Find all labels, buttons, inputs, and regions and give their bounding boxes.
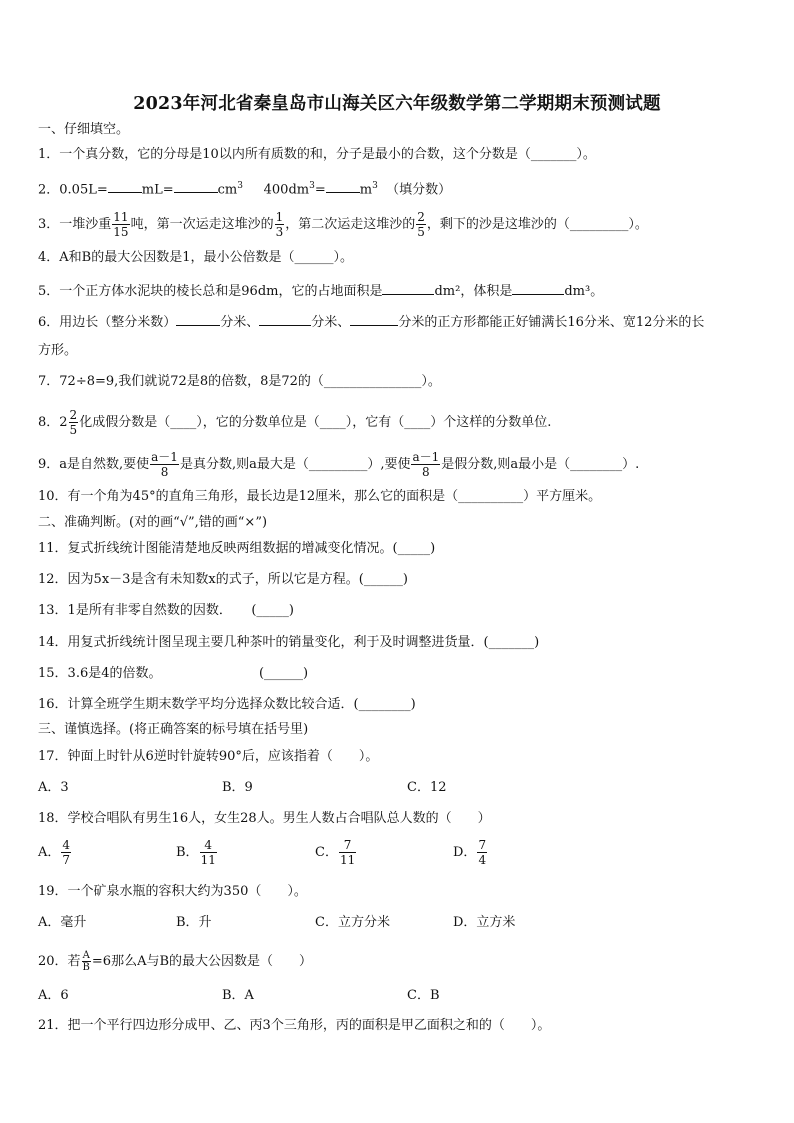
- denominator: 11: [339, 853, 356, 867]
- q9-fraction-2: [411, 450, 440, 479]
- question-6-wrap: 方形。: [38, 343, 78, 358]
- denominator: 4: [478, 853, 487, 867]
- q20-text-a: 20．若: [38, 954, 81, 969]
- option-fraction: [200, 838, 217, 867]
- q20-option-b[interactable]: B．A: [222, 988, 254, 1003]
- denominator: 11: [200, 853, 216, 867]
- q18-option-d[interactable]: [453, 838, 488, 867]
- question-16: 16．计算全班学生期末数学平均分选择众数比较合适．(________): [38, 697, 416, 712]
- q5-blank-2[interactable]: [512, 280, 564, 295]
- q3-fraction-1: [112, 210, 129, 239]
- q2-text-e: =: [314, 182, 326, 198]
- q17-option-a[interactable]: A．3: [38, 780, 69, 795]
- question-10: 10．有一个角为45°的直角三角形，最长边是12厘米，那么它的面积是（__________）平方厘米。: [38, 489, 602, 504]
- numerator: 2: [69, 408, 78, 422]
- q3-fraction-2: [275, 210, 285, 239]
- q2-text-b: mL=: [141, 182, 174, 198]
- option-fraction: [477, 838, 487, 867]
- q6-blank-1[interactable]: [176, 311, 220, 326]
- question-3: [38, 210, 764, 239]
- q6-text-b: 分米、: [220, 315, 260, 330]
- q19-option-d[interactable]: D．立方米: [453, 915, 516, 930]
- section-heading-3: 三、谨慎选择。(将正确答案的标号填在括号里): [38, 722, 309, 737]
- question-15: 15．3.6是4的倍数。 (______): [38, 666, 309, 681]
- question-21: 21．把一个平行四边形分成甲、乙、丙3个三角形，丙的面积是甲乙面积之和的（ ）。: [38, 1018, 551, 1033]
- q6-text-d: 分米的正方形都能正好铺满长16分米、宽12分米的长: [398, 315, 705, 330]
- q20-option-a[interactable]: A．6: [38, 988, 69, 1003]
- denominator: 8: [160, 465, 169, 479]
- q8-text-a: 8．2: [38, 415, 68, 430]
- q6-text-a: 6．用边长（整分米数）: [38, 315, 177, 330]
- question-1: 1．一个真分数，它的分母是10以内所有质数的和，分子是最小的合数，这个分数是（_______）。: [38, 147, 596, 162]
- section-heading-1: 一、仔细填空。: [38, 122, 130, 137]
- denominator: 15: [113, 225, 129, 239]
- q19-option-a[interactable]: A．毫升: [38, 915, 87, 930]
- question-18: 18．学校合唱队有男生16人，女生28人。男生人数占合唱队总人数的（ ）: [38, 811, 491, 826]
- q6-blank-3[interactable]: [350, 311, 398, 326]
- q8-fraction: [69, 408, 79, 437]
- question-13: 13．1是所有非零自然数的因数． (_____): [38, 603, 294, 618]
- q6-text-c: 分米、: [311, 315, 351, 330]
- q3-text-b: 吨，第一次运走这堆沙的: [130, 217, 274, 232]
- q9-text-a: 9．a是自然数,要使: [38, 457, 150, 472]
- q2-blank-3[interactable]: [326, 178, 360, 193]
- q19-option-b[interactable]: B．升: [176, 915, 212, 930]
- q2-text-c: cm: [217, 182, 238, 198]
- option-label: A．: [38, 845, 61, 860]
- question-6: [38, 311, 764, 333]
- denominator: 7: [62, 853, 71, 867]
- numerator: 7: [339, 838, 356, 853]
- q2-blank-1[interactable]: [108, 178, 142, 193]
- q3-fraction-3: [416, 210, 426, 239]
- question-11: 11．复式折线统计图能清楚地反映两组数据的增减变化情况。(_____): [38, 541, 436, 556]
- q9-text-c: 是假分数,则a最小是（________）.: [441, 457, 640, 472]
- q3-text-c: ，第二次运走这堆沙的: [285, 217, 416, 232]
- q6-blank-2[interactable]: [259, 311, 311, 326]
- section-heading-2: 二、准确判断。(对的画“√”,错的画“×”): [38, 515, 268, 530]
- q17-option-c[interactable]: C．12: [407, 780, 447, 795]
- q20-text-b: =6那么A与B的最大公因数是（ ）: [91, 954, 313, 969]
- q3-text-a: 3．一堆沙重: [38, 217, 112, 232]
- q2-text-a: 2．0.05L=: [38, 182, 108, 198]
- page-title: 2023年河北省秦皇岛市山海关区六年级数学第二学期期末预测试题: [133, 94, 661, 114]
- denominator: 5: [69, 423, 78, 437]
- numerator: 7: [478, 838, 487, 852]
- option-label: B．: [176, 845, 199, 860]
- q2-blank-2[interactable]: [174, 178, 218, 193]
- question-2: 2．$0.05L= mL= cm^3$ $400dm^3= m^3$ （填分数）: [38, 176, 764, 200]
- question-20: [38, 950, 764, 973]
- question-19: 19．一个矿泉水瓶的容积大约为350（ ）。: [38, 884, 307, 899]
- q5-blank-1[interactable]: [382, 280, 434, 295]
- q2-text-f: m: [359, 182, 373, 198]
- option-fraction: [339, 838, 356, 867]
- q9-text-b: 是真分数,则a最大是（_________）,要使: [179, 457, 411, 472]
- q9-fraction-1: [150, 450, 179, 479]
- q20-fraction: [82, 950, 91, 973]
- numerator: 1: [275, 210, 284, 224]
- q5-text-c: dm³。: [564, 284, 604, 299]
- denominator: 5: [417, 225, 425, 239]
- q5-text-a: 5．一个正方体水泥块的棱长总和是96dm，它的占地面积是: [38, 284, 383, 299]
- denominator: 8: [422, 465, 430, 479]
- question-7: 7．72÷8=9,我们就说72是8的倍数，8是72的（_______________）。: [38, 374, 441, 389]
- numerator: A: [82, 950, 90, 961]
- q3-text-d: ，剩下的沙是这堆沙的（_________）。: [426, 217, 648, 232]
- q18-option-b[interactable]: [176, 838, 218, 867]
- q2-text-g: （填分数）: [386, 182, 452, 198]
- option-fraction: [61, 838, 71, 867]
- q8-text-b: 化成假分数是（____），它的分数单位是（____），它有（____）个这样的分数单位.: [79, 415, 552, 430]
- q18-option-a[interactable]: [38, 838, 72, 867]
- option-label: C．: [315, 845, 338, 860]
- question-12: 12．因为5x－3是含有未知数x的式子，所以它是方程。(______): [38, 572, 408, 587]
- q19-option-c[interactable]: C．立方分米: [315, 915, 390, 930]
- q5-text-b: dm²，体积是: [434, 284, 513, 299]
- numerator: a－1: [412, 450, 440, 464]
- question-17: 17．钟面上时针从6逆时针旋转90°后，应该指着（ ）。: [38, 749, 379, 764]
- q17-option-b[interactable]: B．9: [222, 780, 253, 795]
- q2-text-d: 400dm: [263, 182, 310, 198]
- numerator: 4: [200, 838, 217, 853]
- denominator: 3: [275, 225, 284, 239]
- q18-option-c[interactable]: [315, 838, 357, 867]
- question-14: 14．用复式折线统计图呈现主要几种茶叶的销量变化，利于及时调整进货量．(_______): [38, 635, 540, 650]
- numerator: 2: [417, 210, 425, 224]
- q20-option-c[interactable]: C．B: [407, 988, 440, 1003]
- numerator: a－1: [151, 450, 178, 464]
- question-5: [38, 280, 764, 302]
- option-label: D．: [453, 845, 477, 860]
- question-9: [38, 450, 764, 479]
- question-8: [38, 408, 764, 437]
- numerator: 11: [113, 210, 129, 224]
- question-4: 4．A和B的最大公因数是1，最小公倍数是（______）。: [38, 250, 353, 265]
- denominator: B: [82, 962, 90, 973]
- numerator: 4: [62, 838, 71, 852]
